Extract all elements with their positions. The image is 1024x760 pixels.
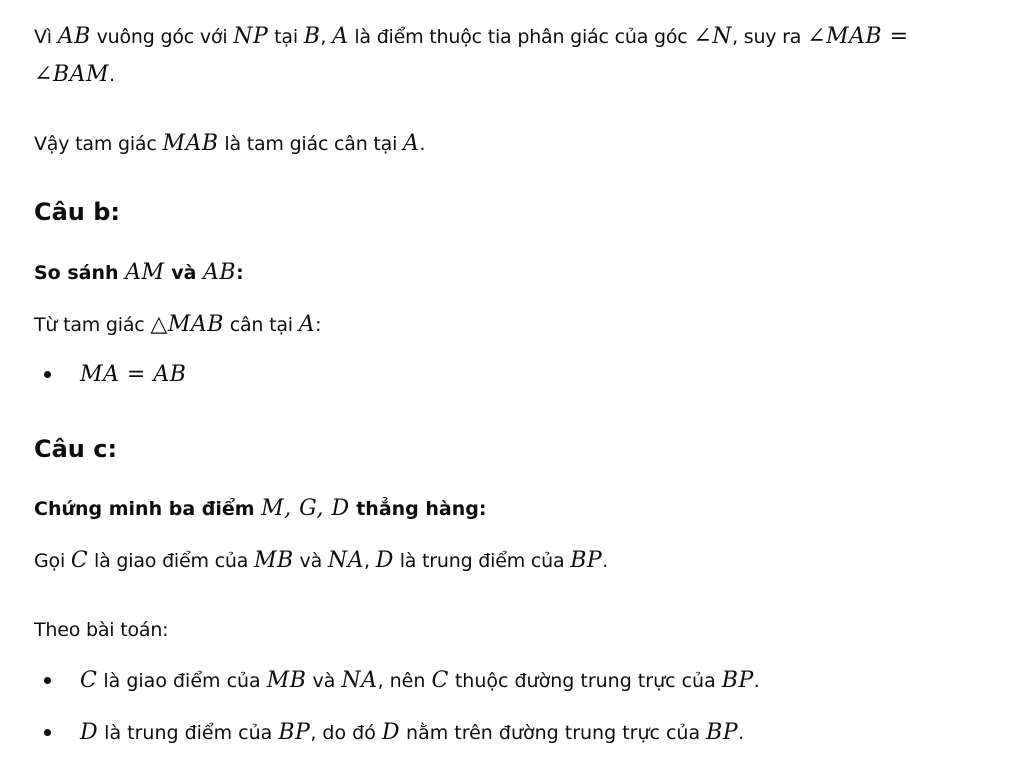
math: A bbox=[332, 24, 349, 49]
text: nằm trên đường trung trực của bbox=[400, 722, 707, 744]
math: NA bbox=[327, 548, 365, 573]
text: , bbox=[364, 550, 376, 572]
math: NA bbox=[341, 668, 378, 693]
heading-cau-b: Câu b: bbox=[34, 198, 121, 226]
bullet-icon bbox=[44, 371, 51, 378]
math: C bbox=[70, 548, 89, 573]
text: , nên bbox=[377, 670, 432, 692]
text: Chứng minh ba điểm bbox=[34, 498, 262, 520]
text: tại bbox=[268, 26, 304, 48]
text: Gọi bbox=[34, 550, 71, 572]
math: BP bbox=[278, 720, 311, 745]
text: thuộc đường trung trực của bbox=[448, 670, 722, 692]
text: là giao điểm của bbox=[88, 550, 255, 572]
text: thẳng hàng: bbox=[349, 498, 487, 520]
math: △MAB bbox=[150, 312, 224, 337]
math: AM bbox=[125, 260, 165, 285]
math: AB bbox=[203, 260, 237, 285]
text: , do đó bbox=[310, 722, 382, 744]
text: : bbox=[236, 262, 244, 284]
text: Từ tam giác bbox=[34, 314, 151, 336]
math: MA = AB bbox=[80, 362, 187, 387]
text: là trung điểm của bbox=[393, 550, 571, 572]
text: . bbox=[738, 722, 745, 744]
list-item bbox=[34, 662, 994, 700]
math: B bbox=[303, 24, 321, 49]
text: và bbox=[306, 670, 342, 692]
math: MB bbox=[266, 668, 307, 693]
math: BP bbox=[721, 668, 754, 693]
text: . bbox=[109, 64, 115, 86]
text: và bbox=[293, 550, 328, 572]
text: là tam giác cân tại bbox=[218, 133, 404, 155]
text: . bbox=[753, 670, 760, 692]
list-item bbox=[34, 356, 934, 394]
math: AB bbox=[57, 24, 91, 49]
math: D bbox=[80, 720, 99, 745]
math: C bbox=[80, 668, 98, 693]
text: . bbox=[419, 133, 426, 155]
paragraph-conclusion bbox=[34, 125, 425, 163]
text: vuông góc với bbox=[90, 26, 234, 48]
text: . bbox=[602, 550, 609, 572]
text: cân tại bbox=[223, 314, 299, 336]
text: là điểm thuộc tia phân giác của góc bbox=[348, 26, 694, 48]
text: So sánh bbox=[34, 262, 126, 284]
math: ∠N bbox=[693, 24, 733, 49]
math: D bbox=[375, 548, 394, 573]
heading-cau-c: Câu c: bbox=[34, 435, 118, 463]
math: C bbox=[431, 668, 449, 693]
text: , suy ra bbox=[732, 26, 808, 48]
subheading-compare bbox=[34, 256, 244, 290]
math: ∠MAB = bbox=[807, 24, 909, 49]
text: là giao điểm của bbox=[97, 670, 267, 692]
math: NP bbox=[233, 24, 269, 49]
paragraph-by-problem: Theo bài toán: bbox=[34, 619, 169, 641]
subheading-prove-collinear bbox=[34, 492, 486, 526]
math: ∠BAM bbox=[34, 62, 110, 87]
text: là trung điểm của bbox=[98, 722, 279, 744]
text: Vì bbox=[34, 26, 58, 48]
text: : bbox=[315, 314, 322, 336]
list-item bbox=[34, 714, 994, 752]
math: BP bbox=[570, 548, 603, 573]
bullet-icon bbox=[44, 677, 51, 684]
math: D bbox=[381, 720, 400, 745]
math: A bbox=[403, 131, 420, 156]
math: BP bbox=[706, 720, 739, 745]
bullet-list-b bbox=[34, 356, 934, 394]
math: A bbox=[298, 312, 316, 337]
math: MAB bbox=[162, 131, 219, 156]
bullet-list-c bbox=[34, 662, 994, 752]
math: M, G, D bbox=[261, 496, 350, 521]
bullet-icon bbox=[44, 729, 51, 736]
paragraph-define-points bbox=[34, 542, 608, 580]
math: MB bbox=[254, 548, 294, 573]
paragraph-from-triangle bbox=[34, 306, 321, 344]
text: , bbox=[320, 26, 333, 48]
text: và bbox=[164, 262, 204, 284]
paragraph-isosceles-reason bbox=[34, 18, 1019, 94]
text: Vậy tam giác bbox=[34, 133, 163, 155]
